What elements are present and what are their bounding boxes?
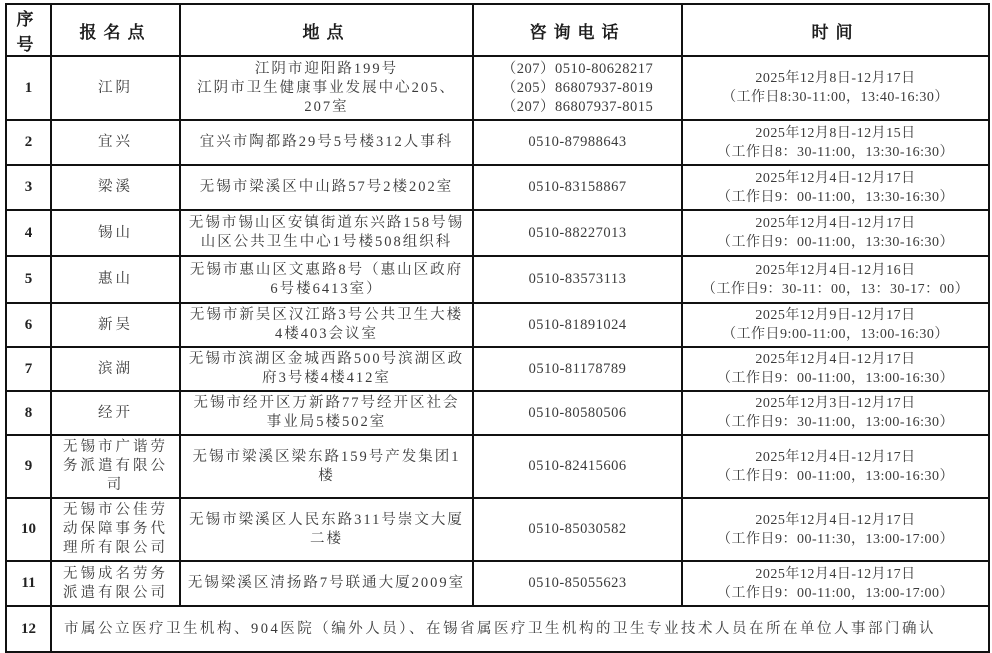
time-range — [682, 435, 989, 498]
cell-line: 2025年12月4日-12月17日 — [755, 566, 916, 582]
cell-line: （工作日9：00-11:00，13:00-16:30） — [717, 468, 954, 484]
row-number: 2 — [6, 120, 51, 165]
registration-point: 锡山 — [51, 210, 180, 256]
registration-point: 新吴 — [51, 303, 180, 347]
phone-number — [473, 435, 682, 498]
time-range — [682, 165, 989, 210]
col-header-time: 时间 — [682, 4, 989, 56]
phone-number — [473, 165, 682, 210]
table-row-merged — [6, 606, 989, 652]
row-number: 9 — [6, 435, 51, 498]
row-number: 7 — [6, 347, 51, 391]
row-number: 11 — [6, 561, 51, 606]
time-range — [682, 391, 989, 435]
cell-line: 0510-85030582 — [528, 521, 627, 537]
location — [180, 56, 473, 120]
table-row — [6, 56, 989, 120]
registration-point: 滨湖 — [51, 347, 180, 391]
location — [180, 435, 473, 498]
registration-points-table — [5, 3, 990, 653]
table-row — [6, 498, 989, 561]
phone-number — [473, 561, 682, 606]
table-row — [6, 561, 989, 606]
phone-number — [473, 120, 682, 165]
registration-point: 经开 — [51, 391, 180, 435]
cell-line: 江阴市卫生健康事业发展中心205、207室 — [197, 79, 456, 115]
cell-line: 0510-85055623 — [528, 575, 627, 591]
row-number: 12 — [6, 606, 51, 652]
cell-line: 0510-82415606 — [528, 458, 627, 474]
cell-line: 0510-87988643 — [528, 134, 627, 150]
cell-line: （工作日8:30-11:00，13:40-16:30） — [722, 90, 949, 105]
merged-note-text: 市属公立医疗卫生机构、904医院（编外人员）、在锡省属医疗卫生机构的卫生专业技术人员在所在单位人事部门确认 — [51, 606, 989, 652]
cell-line: 无锡市梁溪区梁东路159号产发集团1楼 — [192, 448, 461, 484]
cell-line: 0510-83573113 — [528, 271, 627, 287]
time-range — [682, 498, 989, 561]
cell-line: （工作日9：00-11:30，13:00-17:00） — [717, 531, 954, 547]
cell-line: 0510-88227013 — [528, 224, 627, 241]
table-row — [6, 165, 989, 210]
row-number: 1 — [6, 56, 51, 120]
cell-line: 2025年12月4日-12月16日 — [755, 262, 916, 278]
cell-line: 0510-81891024 — [528, 316, 627, 333]
registration-point: 无锡市广谐劳务派遣有限公司 — [51, 435, 180, 498]
row-number: 10 — [6, 498, 51, 561]
row-number: 4 — [6, 210, 51, 256]
registration-point: 无锡成名劳务派遣有限公司 — [51, 561, 180, 606]
cell-line: 2025年12月8日-12月17日 — [755, 71, 916, 86]
location — [180, 347, 473, 391]
table-row — [6, 347, 989, 391]
phone-number — [473, 303, 682, 347]
location — [180, 165, 473, 210]
row-number: 3 — [6, 165, 51, 210]
phone-number — [473, 498, 682, 561]
location — [180, 561, 473, 606]
cell-line: 0510-83158867 — [528, 179, 627, 195]
cell-line: （工作日9：00-11:00，13:30-16:30） — [717, 189, 954, 205]
cell-line: 无锡市经开区万新路77号经开区社会事业局5楼502室 — [193, 395, 460, 430]
cell-line: （工作日9:00-11:00，13:00-16:30） — [722, 327, 949, 342]
cell-line: 2025年12月4日-12月17日 — [755, 512, 916, 528]
cell-line: （工作日9：00-11:00，13:00-16:30） — [717, 371, 954, 386]
phone-number — [473, 256, 682, 303]
row-number: 6 — [6, 303, 51, 347]
cell-line: （工作日9：30-11:00，13:00-16:30） — [717, 415, 954, 430]
registration-point: 江阴 — [51, 56, 180, 120]
cell-line: 2025年12月9日-12月17日 — [755, 308, 916, 323]
registration-point: 宜兴 — [51, 120, 180, 165]
cell-line: 无锡市滨湖区金城西路500号滨湖区政府3号楼4楼412室 — [188, 351, 465, 386]
cell-line: 无锡市锡山区安镇街道东兴路158号锡山区公共卫生中心1号楼508组织科 — [188, 215, 465, 250]
cell-line: 无锡市新吴区汉江路3号公共卫生大楼4楼403会议室 — [189, 307, 464, 342]
time-range — [682, 303, 989, 347]
cell-line: 2025年12月4日-12月17日 — [755, 216, 916, 231]
registration-point: 惠山 — [51, 256, 180, 303]
cell-line: （工作日9：00-11:00，13:00-17:00） — [717, 585, 954, 601]
cell-line: 无锡市惠山区文惠路8号（惠山区政府6号楼6413室） — [189, 261, 464, 297]
cell-line: 宜兴市陶都路29号5号楼312人事科 — [199, 134, 454, 150]
header-row — [6, 4, 989, 56]
cell-line: 0510-81178789 — [528, 360, 627, 377]
time-range — [682, 210, 989, 256]
location — [180, 120, 473, 165]
cell-line: 江阴市迎阳路199号 — [254, 60, 399, 77]
row-number: 8 — [6, 391, 51, 435]
row-number: 5 — [6, 256, 51, 303]
cell-line: 无锡市梁溪区人民东路311号崇文大厦二楼 — [189, 511, 464, 547]
time-range — [682, 120, 989, 165]
cell-line: （207）0510-80628217 — [501, 60, 654, 77]
phone-number — [473, 56, 682, 120]
cell-line: 2025年12月4日-12月17日 — [755, 449, 916, 465]
cell-line: （工作日8：30-11:00，13:30-16:30） — [717, 144, 954, 160]
col-header-seq: 序号 — [6, 4, 51, 56]
location — [180, 498, 473, 561]
cell-line: （205）86807937-8019 — [501, 79, 654, 96]
cell-line: （工作日9：00-11:00，13:30-16:30） — [717, 235, 954, 250]
table-row — [6, 210, 989, 256]
cell-line: 无锡梁溪区清扬路7号联通大厦2009室 — [187, 575, 466, 591]
time-range — [682, 561, 989, 606]
col-header-phone: 咨询电话 — [473, 4, 682, 56]
cell-line: 2025年12月3日-12月17日 — [755, 396, 916, 411]
table-row — [6, 256, 989, 303]
location — [180, 256, 473, 303]
table-row — [6, 391, 989, 435]
cell-line: （207）86807937-8015 — [501, 98, 654, 115]
table-row — [6, 120, 989, 165]
registration-point: 梁溪 — [51, 165, 180, 210]
time-range — [682, 256, 989, 303]
phone-number — [473, 347, 682, 391]
time-range — [682, 347, 989, 391]
cell-line: （工作日9：30-11：00，13：30-17：00） — [701, 281, 970, 297]
cell-line: 2025年12月8日-12月15日 — [755, 125, 916, 141]
col-header-location: 地点 — [180, 4, 473, 56]
table-row — [6, 303, 989, 347]
registration-point: 无锡市公佳劳动保障事务代理所有限公司 — [51, 498, 180, 561]
location — [180, 210, 473, 256]
time-range — [682, 56, 989, 120]
location — [180, 391, 473, 435]
col-header-point: 报名点 — [51, 4, 180, 56]
phone-number — [473, 391, 682, 435]
cell-line: 无锡市梁溪区中山路57号2楼202室 — [199, 179, 454, 195]
phone-number — [473, 210, 682, 256]
cell-line: 0510-80580506 — [528, 404, 627, 421]
location — [180, 303, 473, 347]
cell-line: 2025年12月4日-12月17日 — [755, 170, 916, 186]
table-row — [6, 435, 989, 498]
cell-line: 2025年12月4日-12月17日 — [755, 352, 916, 367]
